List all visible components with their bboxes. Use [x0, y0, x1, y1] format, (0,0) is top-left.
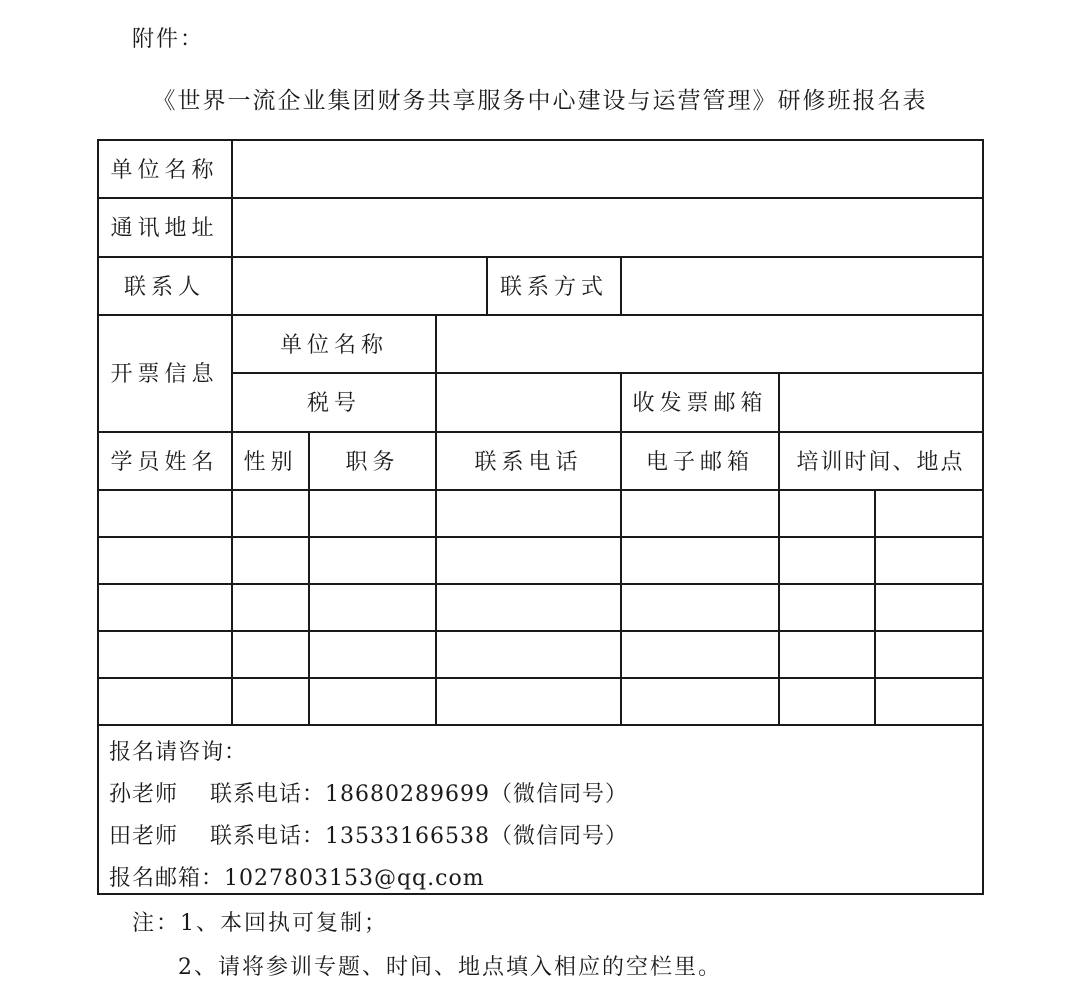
attendee-cell[interactable]: [310, 585, 435, 630]
attendee-cell[interactable]: [233, 491, 308, 536]
grid-line: [982, 139, 984, 895]
contact-line-sun: 孙老师 联系电话：18680289699（微信同号）: [109, 782, 628, 807]
grid-line: [97, 893, 984, 895]
company-name-label: 单位名称: [110, 157, 219, 183]
attendee-cell[interactable]: [437, 632, 620, 677]
attendee-cell[interactable]: [310, 679, 435, 724]
attendee-cell[interactable]: [233, 632, 308, 677]
invoice-email-label: 收发票邮箱: [632, 391, 768, 416]
attendee-cell[interactable]: [780, 679, 874, 724]
column-header-phone: 联系电话: [474, 449, 583, 475]
column-header-training-time-place: 培训时间、地点: [796, 449, 965, 475]
contact-person-field[interactable]: [233, 258, 486, 314]
attendee-cell[interactable]: [622, 632, 778, 677]
company-name-field[interactable]: [233, 141, 982, 197]
invoice-info-label: 开票信息: [110, 362, 219, 387]
attendee-cell[interactable]: [622, 585, 778, 630]
attendee-cell[interactable]: [876, 491, 982, 536]
column-header-email: 电子邮箱: [645, 449, 754, 475]
address-label: 通讯地址: [110, 216, 219, 241]
attendee-cell[interactable]: [876, 632, 982, 677]
attendee-cell[interactable]: [99, 632, 231, 677]
invoice-company-name-label: 单位名称: [279, 332, 388, 358]
attendee-cell[interactable]: [233, 585, 308, 630]
contact-heading: 报名请咨询：: [109, 740, 248, 765]
address-field[interactable]: [233, 199, 982, 256]
attendee-cell[interactable]: [622, 679, 778, 724]
registration-email: 报名邮箱：1027803153@qq.com: [109, 866, 485, 891]
attendee-cell[interactable]: [780, 632, 874, 677]
attendee-cell[interactable]: [876, 679, 982, 724]
attendee-cell[interactable]: [310, 538, 435, 583]
tax-number-label: 税号: [306, 391, 361, 416]
attendee-cell[interactable]: [437, 585, 620, 630]
contact-method-field[interactable]: [622, 258, 982, 314]
attendee-cell[interactable]: [310, 491, 435, 536]
attendee-cell[interactable]: [780, 585, 874, 630]
tax-number-field[interactable]: [437, 374, 620, 431]
attendee-cell[interactable]: [233, 679, 308, 724]
column-header-name: 学员姓名: [110, 449, 219, 475]
attendee-cell[interactable]: [99, 538, 231, 583]
attendee-cell[interactable]: [780, 538, 874, 583]
attendee-cell[interactable]: [437, 679, 620, 724]
attendee-cell[interactable]: [437, 538, 620, 583]
contact-person-label: 联系人: [123, 274, 205, 300]
attendee-cell[interactable]: [99, 491, 231, 536]
note-1: 注：1、本回执可复制；: [132, 911, 388, 936]
attendee-cell[interactable]: [876, 585, 982, 630]
attendee-cell[interactable]: [310, 632, 435, 677]
invoice-company-name-field[interactable]: [437, 316, 982, 372]
attachment-label: 附件：: [132, 27, 205, 52]
registration-form: [97, 139, 984, 895]
note-2: 2、请将参训专题、时间、地点填入相应的空栏里。: [178, 955, 722, 980]
column-header-gender: 性别: [243, 449, 298, 475]
attendee-cell[interactable]: [622, 538, 778, 583]
attendee-cell[interactable]: [99, 585, 231, 630]
attendee-cell[interactable]: [437, 491, 620, 536]
contact-line-tian: 田老师 联系电话：13533166538（微信同号）: [109, 824, 628, 849]
attendee-cell[interactable]: [876, 538, 982, 583]
attendee-cell[interactable]: [233, 538, 308, 583]
contact-method-label: 联系方式: [499, 274, 608, 300]
invoice-email-field[interactable]: [780, 374, 982, 431]
attendee-cell[interactable]: [622, 491, 778, 536]
attendee-cell[interactable]: [780, 491, 874, 536]
column-header-position: 职务: [345, 449, 400, 475]
attendee-cell[interactable]: [99, 679, 231, 724]
form-title: 《世界一流企业集团财务共享服务中心建设与运营管理》研修班报名表: [152, 88, 928, 114]
